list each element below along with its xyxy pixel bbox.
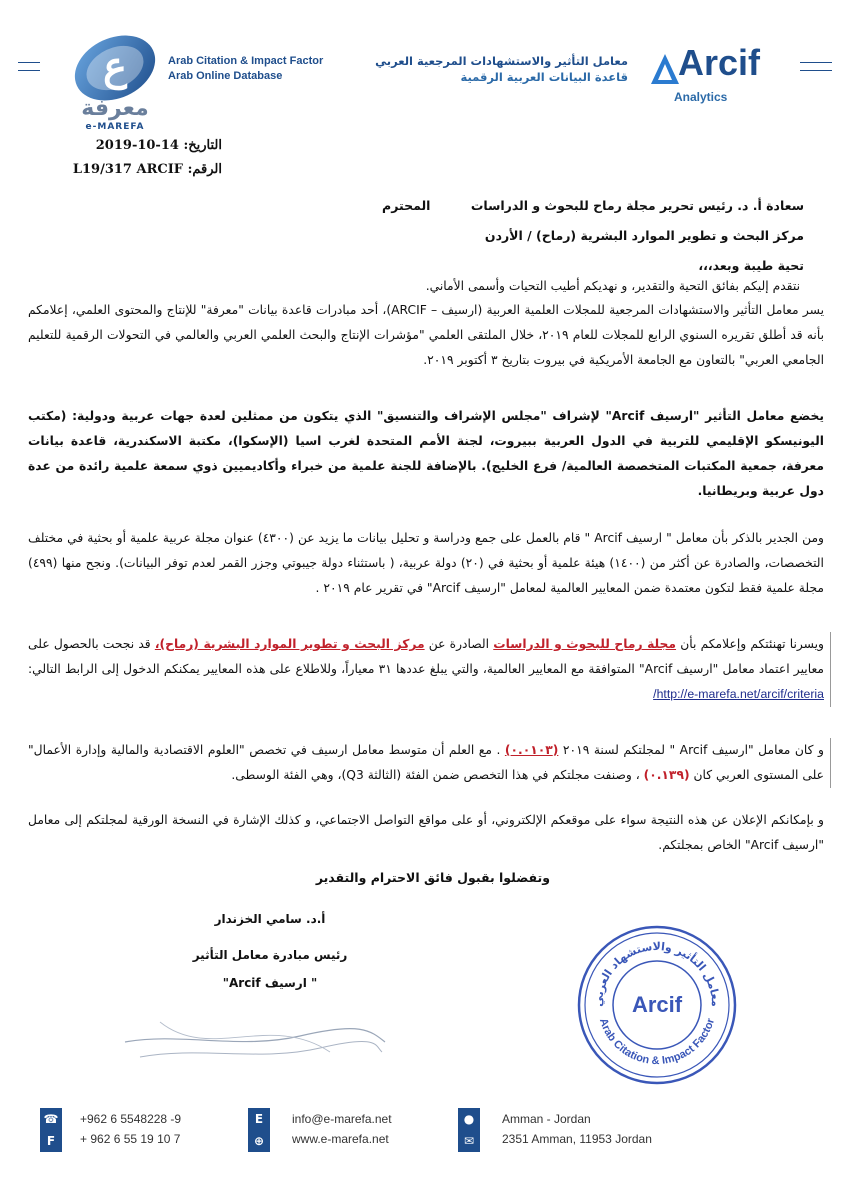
emarefa-logo — [60, 30, 170, 134]
ref-label: الرقم: — [187, 162, 222, 177]
intro-paragraph: نتقدم إليكم بفائق التحية والتقدير، و نهديكم أطيب التحيات وأسمى الأماني. — [425, 279, 800, 293]
header-line-left — [18, 62, 40, 63]
email-icon: E — [248, 1108, 270, 1130]
p5-average-value: (٠.١٣٩) — [643, 768, 690, 782]
signatory-org: " ارسيف Arcif" — [222, 976, 318, 990]
p5-text-b: . مع العلم أن متوسط معامل ارسيف في تخصص "العلوم الاقتصادية والمالية وإدارة الأعمال" على المستوى العربي كان — [28, 743, 824, 782]
paragraph-4 — [28, 632, 831, 707]
p4-text-c: قد نجحت بالحصول على معايير اعتماد معامل "ارسيف Arcif" المتوافقة مع المعايير العالمية، والتي يبلغ عددها ٣١ معياراً، وللاطلاع على هذه المعايير يمكنكم الدخول إلى الرابط التالي: — [28, 637, 824, 676]
date-line — [52, 138, 222, 153]
footer-email[interactable]: info@e-marefa.net — [292, 1112, 392, 1126]
arcif-logo-brand: Arcif — [678, 42, 761, 83]
header-line-left-2 — [18, 70, 40, 71]
p5-arcif-value: (٠.٠١٠٣) — [504, 743, 559, 757]
arcif-triangle-icon — [650, 52, 680, 86]
header-title-en-1: Arab Citation & Impact Factor — [168, 55, 324, 67]
addressee-honorific: المحترم — [382, 198, 431, 213]
emarefa-logo-ar: معرفة — [81, 96, 149, 121]
p4-text-b: الصادرة عن — [428, 637, 490, 651]
p5-text-a: و كان معامل "ارسيف Arcif " لمجلتكم لسنة ٢٠١٩ — [562, 743, 824, 757]
svg-text:ع: ع — [103, 43, 127, 90]
header-title-en-2: Arab Online Database — [168, 70, 283, 82]
paragraph-2: يخضع معامل التأثير "ارسيف Arcif" لإشراف "مجلس الإشراف والتنسيق" الذي يتكون من ممثلين لعدة جهات عربية ودولية: (مكتب اليونيسكو الإقليمي للتربية في الدول العربية ببيروت، لجنة الأمم المتحدة لغرب اسيا (الإسكوا)، مكتبة الاسكندرية، قاعدة بيانات معرفة، جمعية المكتبات المتخصصة العالمية/ فرع الخليج). بالإضافة للجنة علمية من خبراء وأكاديميين ذوي سمعة علمية رائدة من عدة دول عربية وبريطانيا. — [28, 409, 824, 498]
mail-envelope-icon: ✉ — [458, 1130, 480, 1152]
paragraph-6: و بإمكانكم الإعلان عن هذه النتيجة سواء على موقعكم الإلكتروني، أو على مواقع التواصل الاجتماعي، و كذلك الإشارة في النسخة الورقية لمجلتكم إلى معامل "ارسيف Arcif" الخاص بمجلتكم. — [28, 813, 824, 852]
globe-icon: ⊕ — [248, 1130, 270, 1152]
header-line-right — [800, 62, 832, 63]
fax-icon: F — [40, 1130, 62, 1152]
paragraph-5 — [28, 738, 831, 788]
p4-center-name: مركز البحث و تطوير الموارد البشرية (رماح)، — [154, 637, 425, 651]
header-line-right-2 — [800, 70, 832, 71]
handwritten-signature-icon — [120, 1002, 390, 1082]
phone-icon: ☎ — [40, 1108, 62, 1130]
ref-line — [52, 162, 222, 177]
arcif-logo — [650, 42, 790, 110]
greeting: تحية طيبة وبعد،،، — [698, 258, 804, 273]
p4-text-a: ويسرنا تهنئتكم وإعلامكم بأن — [680, 637, 824, 651]
date-label: التاريخ: — [183, 138, 222, 153]
arcif-stamp — [572, 920, 742, 1090]
header-title-ar-1: معامل التأثير والاستشهادات المرجعية العربي — [375, 54, 628, 68]
closing-line: وتفضلوا بقبول فائق الاحترام والتقدير — [315, 870, 550, 885]
ref-value: L19/317 ARCIF — [72, 162, 184, 177]
address-center: مركز البحث و تطوير الموارد البشرية (رماح) / الأردن — [484, 228, 804, 243]
header-title-ar-2: قاعدة البيانات العربية الرقمية — [460, 70, 628, 84]
addressee: سعادة أ. د. رئيس تحرير مجلة رماح للبحوث و الدراسات — [470, 198, 804, 213]
arcif-logo-sub: Analytics — [674, 90, 728, 104]
date-value: 2019-10-14 — [95, 138, 179, 153]
signatory-name: أ.د. سامي الخزندار — [214, 912, 326, 926]
addressee-line — [204, 198, 804, 213]
footer-phone: +962 6 5548228 -9 — [80, 1112, 182, 1126]
paragraph-1: يسر معامل التأثير والاستشهادات المرجعية للمجلات العلمية العربية (ارسيف – ARCIF)، أحد مبادرات قاعدة بيانات "معرفة" للإنتاج والمحتوى العلمي، إعلامكم بأنه قد أطلق تقريره السنوي الرابع للمجلات للعام ٢٠١٩، خلال الملتقى العلمي "مؤشرات الإنتاج والبحث العلمي العربي والعالمي في التحولات الرقمية للتعليم الجامعي العربي" بالتعاون مع الجامعة الأمريكية في بيروت بتاريخ ٣ أكتوبر ٢٠١٩. — [28, 303, 825, 367]
stamp-center: Arcif — [631, 992, 683, 1017]
signatory-title: رئيس مبادرة معامل التأثير — [192, 948, 348, 962]
location-pin-icon: ● — [458, 1108, 480, 1130]
p5-text-c: ، وصنفت مجلتكم في هذا التخصص ضمن الفئة (الثالثة Q3)، وهي الفئة الوسطى. — [231, 768, 640, 782]
paragraph-3: ومن الجدير بالذكر بأن معامل " ارسيف Arcif " قام بالعمل على جمع ودراسة و تحليل بيانات ما يزيد عن (٤٣٠٠) عنوان مجلة عربية علمية أو بحثية في مختلف التخصصات، والصادرة عن أكثر من (١٤٠٠) هيئة علمية أو بحثية في (٢٠) دولة عربية، ( باستثناء دولة جيبوتي وجزر القمر لعدم توفر البيانات). ونجح منها (٤٩٩) مجلة علمية فقط لتكون معتمدة ضمن المعايير العالمية لمعامل "ارسيف Arcif" في تقرير عام ٢٠١٩ . — [28, 531, 824, 595]
footer-location-1: Amman - Jordan — [502, 1112, 591, 1126]
footer-fax: + 962 6 55 19 10 7 — [80, 1132, 181, 1146]
criteria-link[interactable]: http://e-marefa.net/arcif/criteria/ — [653, 687, 824, 701]
stamp-ring-en: Arab Citation & Impact Factor — [596, 1016, 718, 1068]
footer-web[interactable]: www.e-marefa.net — [292, 1132, 389, 1146]
emarefa-logo-en: e-MAREFA — [85, 122, 145, 132]
p4-journal-name: مجلة رماح للبحوث و الدراسات — [493, 637, 677, 651]
stamp-ring-ar: معامل التأثير والاستشهاد العربي — [591, 939, 723, 1008]
footer-location-2: 2351 Amman, 11953 Jordan — [502, 1132, 652, 1146]
